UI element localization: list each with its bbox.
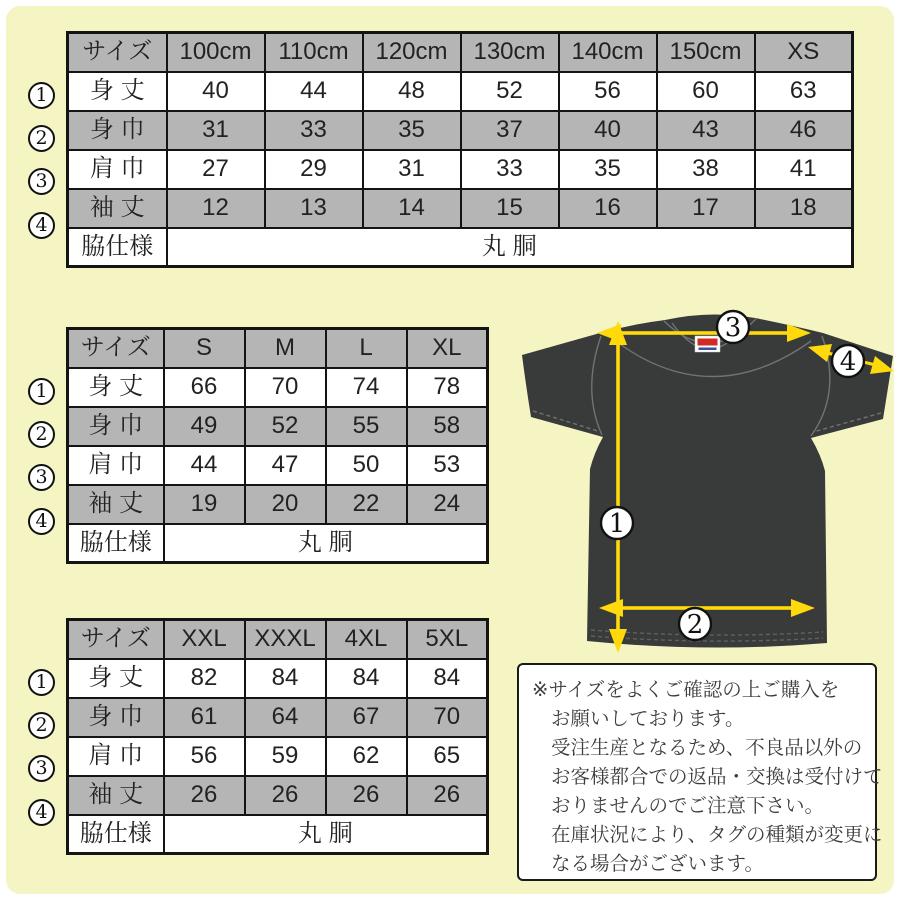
size-cell-span: 丸 胴 — [167, 228, 853, 267]
size-cell: 17 — [657, 189, 755, 228]
size-cell: 52 — [245, 407, 326, 446]
size-column-header: S — [164, 329, 245, 368]
size-header-label: サイズ — [68, 329, 164, 368]
size-column-header: XXXL — [245, 620, 326, 659]
size-column-header: L — [326, 329, 407, 368]
row-label: 身 巾 — [68, 111, 167, 150]
size-column-header: 140cm — [559, 33, 657, 72]
row-markers-column — [14, 618, 66, 855]
size-table-section-adult — [14, 327, 489, 564]
purchase-note-box — [517, 663, 883, 881]
row-label: 身 丈 — [68, 659, 164, 698]
size-cell: 22 — [326, 485, 407, 524]
size-cell: 84 — [326, 659, 407, 698]
size-cell: 31 — [363, 150, 461, 189]
row-marker-4: 4 — [28, 212, 55, 239]
size-cell: 59 — [245, 737, 326, 776]
diagram-marker-3: 3 — [724, 313, 742, 343]
size-cell: 18 — [755, 189, 853, 228]
row-label: 袖 丈 — [68, 189, 167, 228]
size-column-header: 120cm — [363, 33, 461, 72]
row-markers-column — [14, 31, 66, 268]
note-line: ※サイズをよくご確認の上ご購入を — [532, 679, 840, 701]
size-cell-span: 丸 胴 — [164, 815, 488, 854]
row-marker-1: 1 — [28, 82, 55, 109]
size-cell: 37 — [461, 111, 559, 150]
row-marker-2: 2 — [28, 421, 55, 448]
note-line: お客様都合での返品・交換は受付けて — [551, 766, 883, 788]
size-column-header: 5XL — [407, 620, 488, 659]
diagram-marker-4: 4 — [839, 347, 857, 377]
row-marker-4: 4 — [28, 508, 55, 535]
size-cell: 44 — [265, 72, 363, 111]
size-header-label: サイズ — [68, 620, 164, 659]
size-cell: 43 — [657, 111, 755, 150]
size-cell: 38 — [657, 150, 755, 189]
size-cell: 12 — [167, 189, 265, 228]
size-cell: 60 — [657, 72, 755, 111]
size-column-header: 110cm — [265, 33, 363, 72]
size-table-section-kids — [14, 31, 854, 268]
note-line: お願いしております。 — [551, 708, 745, 730]
size-cell: 64 — [245, 698, 326, 737]
adult-sizes-table — [66, 327, 489, 564]
row-label: 脇仕様 — [68, 815, 164, 854]
size-cell-span: 丸 胴 — [164, 524, 488, 563]
size-column-header: 100cm — [167, 33, 265, 72]
row-label: 身 丈 — [68, 72, 167, 111]
size-cell: 15 — [461, 189, 559, 228]
note-line: 受注生産となるため、不良品以外の — [551, 737, 863, 759]
size-cell: 70 — [407, 698, 488, 737]
size-cell: 14 — [363, 189, 461, 228]
note-line: おりませんのでご注意下さい。 — [551, 795, 825, 817]
size-cell: 26 — [326, 776, 407, 815]
row-marker-3: 3 — [28, 755, 55, 782]
size-column-header: 130cm — [461, 33, 559, 72]
size-cell: 55 — [326, 407, 407, 446]
row-marker-1: 1 — [28, 378, 55, 405]
size-cell: 26 — [164, 776, 245, 815]
tshirt-measurement-diagram — [505, 303, 897, 663]
size-cell: 27 — [167, 150, 265, 189]
size-cell: 35 — [363, 111, 461, 150]
size-cell: 46 — [755, 111, 853, 150]
size-cell: 62 — [326, 737, 407, 776]
size-column-header: 150cm — [657, 33, 755, 72]
size-table-section-large — [14, 618, 489, 855]
size-column-header: XXL — [164, 620, 245, 659]
row-label: 脇仕様 — [68, 228, 167, 267]
size-cell: 26 — [407, 776, 488, 815]
size-cell: 26 — [245, 776, 326, 815]
size-cell: 40 — [559, 111, 657, 150]
size-cell: 35 — [559, 150, 657, 189]
size-cell: 67 — [326, 698, 407, 737]
size-cell: 49 — [164, 407, 245, 446]
diagram-marker-2: 2 — [686, 610, 704, 640]
size-header-label: サイズ — [68, 33, 167, 72]
size-cell: 48 — [363, 72, 461, 111]
size-cell: 61 — [164, 698, 245, 737]
row-marker-3: 3 — [28, 464, 55, 491]
size-cell: 41 — [755, 150, 853, 189]
brand-tag-icon — [695, 336, 720, 352]
size-table-adult — [66, 327, 489, 564]
size-cell: 33 — [461, 150, 559, 189]
row-label: 身 巾 — [68, 407, 164, 446]
size-cell: 84 — [245, 659, 326, 698]
size-column-header: 4XL — [326, 620, 407, 659]
row-markers-column — [14, 327, 66, 564]
size-cell: 16 — [559, 189, 657, 228]
note-line: 在庫状況により、タグの種類が変更に — [551, 824, 883, 846]
size-cell: 56 — [559, 72, 657, 111]
size-cell: 74 — [326, 368, 407, 407]
row-marker-2: 2 — [28, 125, 55, 152]
row-label: 脇仕様 — [68, 524, 164, 563]
row-label: 肩 巾 — [68, 446, 164, 485]
size-cell: 20 — [245, 485, 326, 524]
row-label: 肩 巾 — [68, 737, 164, 776]
size-column-header: XS — [755, 33, 853, 72]
size-column-header: M — [245, 329, 326, 368]
row-label: 身 巾 — [68, 698, 164, 737]
size-cell: 56 — [164, 737, 245, 776]
note-line: なる場合がございます。 — [551, 853, 764, 875]
size-table-kids — [66, 31, 854, 268]
size-cell: 50 — [326, 446, 407, 485]
size-cell: 78 — [407, 368, 488, 407]
size-cell: 44 — [164, 446, 245, 485]
row-marker-2: 2 — [28, 712, 55, 739]
diagram-marker-1: 1 — [608, 509, 626, 539]
size-cell: 70 — [245, 368, 326, 407]
size-cell: 13 — [265, 189, 363, 228]
size-cell: 31 — [167, 111, 265, 150]
size-cell: 52 — [461, 72, 559, 111]
row-label: 袖 丈 — [68, 776, 164, 815]
size-column-header: XL — [407, 329, 488, 368]
size-cell: 24 — [407, 485, 488, 524]
size-cell: 53 — [407, 446, 488, 485]
size-table-large — [66, 618, 489, 855]
kids-sizes-table — [66, 31, 854, 268]
size-cell: 65 — [407, 737, 488, 776]
size-cell: 58 — [407, 407, 488, 446]
size-cell: 84 — [407, 659, 488, 698]
size-cell: 33 — [265, 111, 363, 150]
row-marker-1: 1 — [28, 669, 55, 696]
row-marker-4: 4 — [28, 799, 55, 826]
size-cell: 19 — [164, 485, 245, 524]
size-cell: 47 — [245, 446, 326, 485]
size-cell: 66 — [164, 368, 245, 407]
row-label: 袖 丈 — [68, 485, 164, 524]
large-sizes-table — [66, 618, 489, 855]
size-cell: 29 — [265, 150, 363, 189]
row-marker-3: 3 — [28, 168, 55, 195]
size-cell: 40 — [167, 72, 265, 111]
row-label: 身 丈 — [68, 368, 164, 407]
row-label: 肩 巾 — [68, 150, 167, 189]
size-cell: 63 — [755, 72, 853, 111]
size-cell: 82 — [164, 659, 245, 698]
